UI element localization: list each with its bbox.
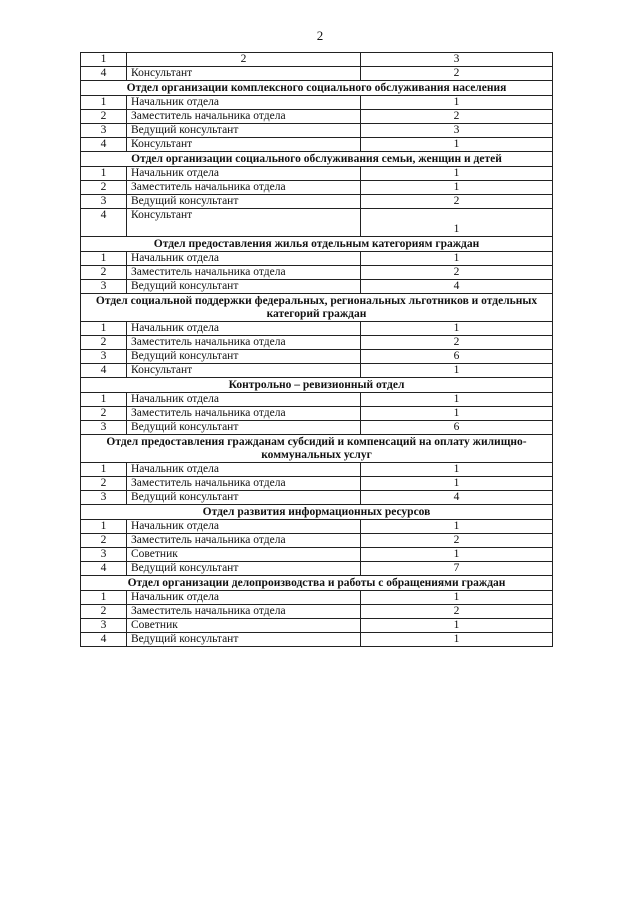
table-row <box>81 336 553 350</box>
row-number: 4 <box>81 633 127 647</box>
table-row <box>81 477 553 491</box>
page-number: 2 <box>316 28 324 43</box>
position-name: Заместитель начальника отдела <box>127 110 361 124</box>
staff-count: 1 <box>361 407 553 421</box>
position-name: Начальник отдела <box>127 96 361 110</box>
table-row <box>81 322 553 336</box>
staff-count: 6 <box>361 421 553 435</box>
staff-count: 4 <box>361 280 553 294</box>
table-row <box>81 393 553 407</box>
table-row <box>81 110 553 124</box>
column-number: 3 <box>361 53 553 67</box>
row-number: 1 <box>81 252 127 266</box>
table-row <box>81 407 553 421</box>
table-row <box>81 138 553 152</box>
department-header-row <box>81 237 553 252</box>
row-number: 4 <box>81 364 127 378</box>
department-title: Отдел организации комплексного социального обслуживания населения <box>81 81 553 96</box>
table-row <box>81 181 553 195</box>
table-row <box>81 491 553 505</box>
staff-count: 1 <box>361 138 553 152</box>
row-number: 3 <box>81 280 127 294</box>
row-number: 3 <box>81 619 127 633</box>
table-row <box>81 364 553 378</box>
row-number: 2 <box>81 266 127 280</box>
position-name: Ведущий консультант <box>127 124 361 138</box>
position-name: Заместитель начальника отдела <box>127 407 361 421</box>
table-row <box>81 463 553 477</box>
staff-count: 1 <box>361 477 553 491</box>
row-number: 2 <box>81 336 127 350</box>
staff-count: 7 <box>361 562 553 576</box>
staff-count: 2 <box>361 110 553 124</box>
staff-count: 2 <box>361 534 553 548</box>
department-header-row <box>81 505 553 520</box>
row-number: 1 <box>81 96 127 110</box>
row-number: 1 <box>81 393 127 407</box>
staff-count: 1 <box>361 181 553 195</box>
position-name: Ведущий консультант <box>127 350 361 364</box>
table-row <box>81 124 553 138</box>
staff-count: 1 <box>361 463 553 477</box>
position-name: Начальник отдела <box>127 520 361 534</box>
position-name: Консультант <box>127 67 361 81</box>
row-number: 4 <box>81 138 127 152</box>
department-header-row <box>81 81 553 96</box>
position-name: Консультант <box>127 364 361 378</box>
staff-count: 1 <box>361 520 553 534</box>
row-number: 2 <box>81 181 127 195</box>
table-row <box>81 562 553 576</box>
row-number: 1 <box>81 591 127 605</box>
position-name: Ведущий консультант <box>127 280 361 294</box>
staff-count: 1 <box>361 252 553 266</box>
position-name: Начальник отдела <box>127 322 361 336</box>
department-header-row <box>81 576 553 591</box>
staff-count: 1 <box>361 209 553 237</box>
staff-count: 1 <box>361 167 553 181</box>
department-title: Отдел организации делопроизводства и работы с обращениями граждан <box>81 576 553 591</box>
department-header-row <box>81 435 553 463</box>
staff-count: 1 <box>361 633 553 647</box>
position-name: Заместитель начальника отдела <box>127 605 361 619</box>
department-title: Отдел предоставления жилья отдельным категориям граждан <box>81 237 553 252</box>
department-title: Отдел предоставления гражданам субсидий и компенсаций на оплату жилищно-коммунальных услуг <box>81 435 553 463</box>
table-row <box>81 633 553 647</box>
row-number: 2 <box>81 110 127 124</box>
row-number: 2 <box>81 477 127 491</box>
staff-count: 2 <box>361 266 553 280</box>
row-number: 4 <box>81 67 127 81</box>
position-name: Начальник отдела <box>127 591 361 605</box>
row-number: 2 <box>81 605 127 619</box>
department-title: Отдел развития информационных ресурсов <box>81 505 553 520</box>
row-number: 2 <box>81 534 127 548</box>
row-number: 3 <box>81 124 127 138</box>
row-number: 3 <box>81 350 127 364</box>
position-name: Начальник отдела <box>127 167 361 181</box>
column-number-row <box>81 53 553 67</box>
table-row <box>81 605 553 619</box>
staff-count: 2 <box>361 336 553 350</box>
table-row <box>81 252 553 266</box>
position-name: Начальник отдела <box>127 463 361 477</box>
row-number: 3 <box>81 491 127 505</box>
table-row <box>81 67 553 81</box>
staff-count: 1 <box>361 591 553 605</box>
table-row <box>81 421 553 435</box>
row-number: 1 <box>81 322 127 336</box>
department-title: Отдел социальной поддержки федеральных, региональных льготников и отдельных категорий граждан <box>81 294 553 322</box>
staff-count: 2 <box>361 195 553 209</box>
row-number: 1 <box>81 520 127 534</box>
staff-count: 1 <box>361 96 553 110</box>
position-name: Заместитель начальника отдела <box>127 477 361 491</box>
table-row <box>81 209 553 237</box>
table-row <box>81 280 553 294</box>
row-number: 1 <box>81 167 127 181</box>
staff-count: 1 <box>361 393 553 407</box>
department-header-row <box>81 294 553 322</box>
position-name: Заместитель начальника отдела <box>127 336 361 350</box>
position-name: Ведущий консультант <box>127 633 361 647</box>
column-number: 2 <box>127 53 361 67</box>
staff-count: 1 <box>361 548 553 562</box>
table-row <box>81 591 553 605</box>
row-number: 3 <box>81 421 127 435</box>
staff-count: 4 <box>361 491 553 505</box>
staff-count: 1 <box>361 364 553 378</box>
position-name: Заместитель начальника отдела <box>127 534 361 548</box>
row-number: 3 <box>81 195 127 209</box>
position-name: Ведущий консультант <box>127 421 361 435</box>
table-row <box>81 195 553 209</box>
department-title: Отдел организации социального обслуживания семьи, женщин и детей <box>81 152 553 167</box>
table-row <box>81 520 553 534</box>
position-name: Ведущий консультант <box>127 562 361 576</box>
position-name: Заместитель начальника отдела <box>127 266 361 280</box>
row-number: 4 <box>81 562 127 576</box>
department-header-row <box>81 152 553 167</box>
table-row <box>81 534 553 548</box>
position-name: Начальник отдела <box>127 252 361 266</box>
staff-table <box>80 52 553 647</box>
row-number: 1 <box>81 463 127 477</box>
staff-count: 6 <box>361 350 553 364</box>
position-name: Заместитель начальника отдела <box>127 181 361 195</box>
staff-count: 2 <box>361 605 553 619</box>
position-name: Ведущий консультант <box>127 195 361 209</box>
department-header-row <box>81 378 553 393</box>
position-name: Советник <box>127 619 361 633</box>
staff-count: 1 <box>361 322 553 336</box>
position-name: Ведущий консультант <box>127 491 361 505</box>
position-name: Консультант <box>127 138 361 152</box>
position-name: Начальник отдела <box>127 393 361 407</box>
table-row <box>81 266 553 280</box>
staff-count: 1 <box>361 619 553 633</box>
table-row <box>81 167 553 181</box>
staff-count: 2 <box>361 67 553 81</box>
position-name: Советник <box>127 548 361 562</box>
table-row <box>81 96 553 110</box>
staff-count: 3 <box>361 124 553 138</box>
row-number: 2 <box>81 407 127 421</box>
row-number: 4 <box>81 209 127 237</box>
table-row <box>81 619 553 633</box>
row-number: 3 <box>81 548 127 562</box>
position-name: Консультант <box>127 209 361 237</box>
table-row <box>81 350 553 364</box>
column-number: 1 <box>81 53 127 67</box>
department-title: Контрольно – ревизионный отдел <box>81 378 553 393</box>
table-row <box>81 548 553 562</box>
